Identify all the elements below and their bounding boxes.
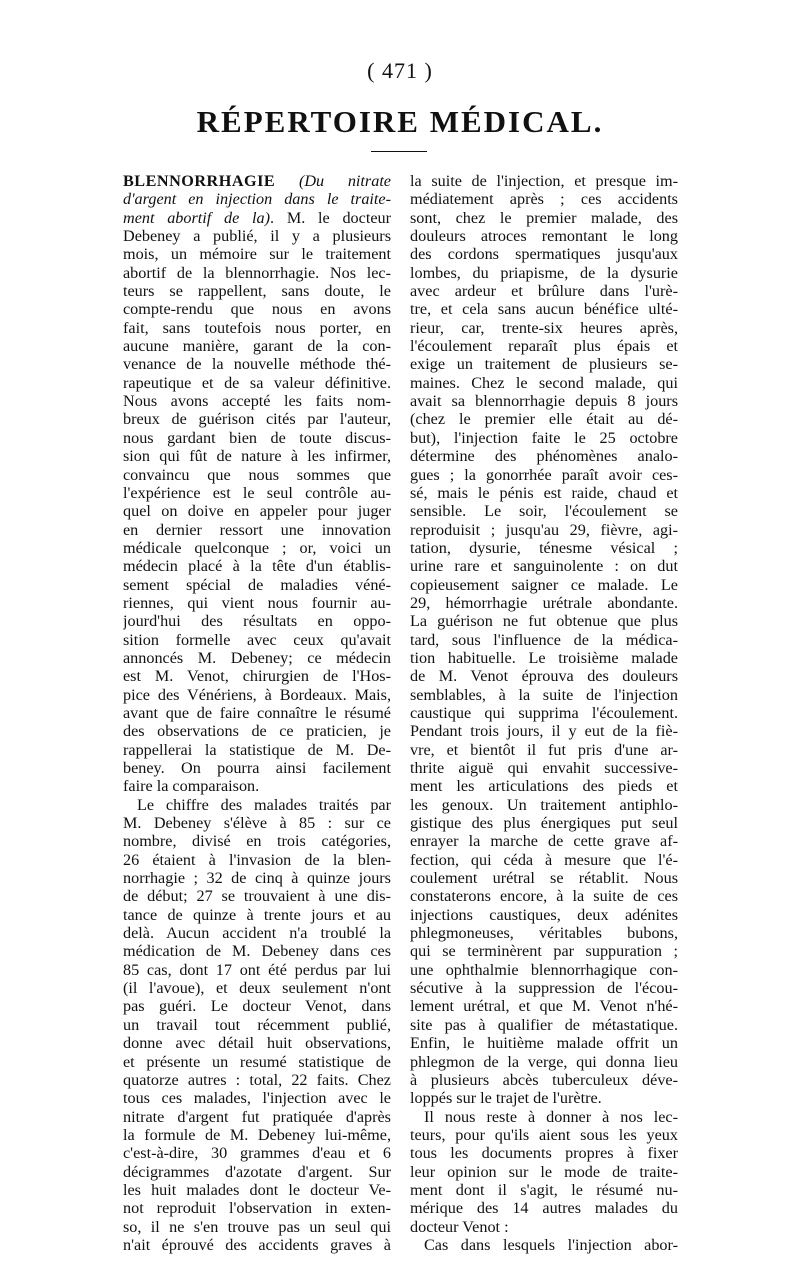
text-line: des cordons spermatiques jusqu'aux [410,245,678,264]
text-line: avant que de faire connaître le résumé [123,703,391,722]
text-line: M. Debeney s'élève à 85 : sur ce [123,814,391,833]
text-line: site pas à qualifier de métastatique. [410,1015,678,1034]
text-line: gistique des plus énergiques put seul [410,814,678,833]
text-line: aucune manière, garant de la con- [123,337,391,356]
text-line: de début; 27 se trouvaient à une dis- [123,887,391,906]
text-line: reproduisit ; jusqu'au 29, fièvre, agi- [410,520,678,539]
text-line: sement spécial de maladies véné- [123,575,391,594]
text-line: les genoux. Un traitement antiphlo- [410,795,678,814]
text-line: fection, qui céda à mesure que l'é- [410,850,678,869]
text-line: 85 cas, dont 17 ont été perdus par lui [123,960,391,979]
text-line: fait, sans toutefois nous porter, en [123,318,391,337]
text-line: médiatement après ; ces accidents [410,190,678,209]
text-line: Nous avons accepté les faits nom- [123,392,391,411]
text-line: sont, chez le premier malade, des [410,208,678,227]
text-line: maines. Chez le second malade, qui [410,373,678,392]
article-title-word: BLENNORRHAGIE [123,172,276,190]
text-line: loppés sur le trajet de l'urètre. [410,1089,602,1108]
text-line: c'est-à-dire, 30 grammes d'eau et 6 [123,1144,391,1163]
text-line: la suite de l'injection, et presque im- [410,172,678,190]
text-line: constaterons encore, à la suite de ces [410,887,678,906]
text-line: leur opinion sur le mode de traite- [410,1162,678,1181]
text-line: rapeutique et de sa valeur définitive. [123,373,391,392]
text-line: teurs se rappellent, sans doute, le [123,282,391,301]
text-line: tard, sous l'influence de la médica- [410,630,678,649]
text-line: (il l'avoue), et deux seulement n'ont [123,979,391,998]
text-line: les huit malades dont le docteur Ve- [123,1180,391,1199]
text-line: 29, hémorrhagie urétrale abondante. [410,593,678,612]
text-line: et présente un resumé statistique de [123,1052,391,1071]
text-line: n'ait éprouvé des accidents graves à [123,1235,391,1254]
text-line: teurs, pour qu'ils aient sous les yeux [410,1125,678,1144]
text-line: à plusieurs abcès tuberculeux déve- [410,1070,678,1089]
text-line: pice des Vénériens, à Bordeaux. Mais, [123,685,391,704]
text-line: nombre, divisé en trois catégories, [123,832,391,851]
text-line: breux de guérison cités par l'auteur, [123,410,391,429]
text-line: coulement urétral se rétablit. Nous [410,869,678,888]
text-line: des observations de ce praticien, je [123,722,391,741]
text-line: urine rare et sanguinolente : on dut [410,557,678,576]
text-line: l'écoulement reparaît plus épais et [410,337,678,356]
text-line: avait sa blennorrhagie depuis 8 jours [410,392,678,411]
text-line: tre, et cela sans aucun bénéfice ulté- [410,300,678,319]
text-line: lement urétral, et que M. Venot n'hé- [410,997,678,1016]
text-line: sition formelle avec ceux qu'avait [123,630,391,649]
text-line: semblables, à la suite de l'injection [410,685,678,704]
text-line: La guérison ne fut obtenue que plus [410,612,678,631]
text-line: tous ces malades, l'injection avec le [123,1089,391,1108]
text-line: l'expérience est le seul contrôle au- [123,483,391,502]
text-line: annoncés M. Debeney; ce médecin [123,648,391,667]
text-line: qui se terminèrent par suppuration ; [410,942,678,961]
text-line: but), l'injection faite le 25 octobre [410,428,678,447]
text-line: Cas dans lesquels l'injection abor- [424,1235,678,1254]
text-line: compte-rendu que nous en avons [123,300,391,319]
text-line: mérique des 14 autres malades du [410,1199,678,1218]
text-line: vre, et bientôt il fut pris d'une ar- [410,740,678,759]
text-line: Il nous reste à donner à nos lec- [424,1107,678,1126]
text-line: tous les documents propres à fixer [410,1144,678,1163]
text-line: Debeney a publié, il y a plusieurs [123,227,391,246]
text-line: donne avec détail huit observations, [123,1034,391,1053]
left-column [123,172,391,1254]
right-column [410,172,678,1254]
text-line: sion qui fût de nature à les infirmer, [123,447,391,466]
title-rule [371,151,427,152]
text-line: norrhagie ; 32 de cinq à quinze jours [123,869,391,888]
text-line: Le chiffre des malades traités par [137,795,391,814]
text-line: de M. Venot éprouva des douleurs [410,667,678,686]
text-line: un travail tout récemment publié, [123,1015,391,1034]
text-line: venance de la nouvelle méthode thé- [123,355,391,374]
section-title: RÉPERTOIRE MÉDICAL. [196,104,604,139]
text-line: sensible. Le soir, l'écoulement se [410,502,678,521]
text-line: riennes, qui vient nous fournir au- [123,593,391,612]
text-line: sé, mais le pénis est raide, chaud et [410,483,678,502]
text-line: douleurs atroces remontant le long [410,227,678,246]
text-line: convaincu que nous sommes que [123,465,391,484]
text-line: médication de M. Debeney dans ces [123,942,391,961]
text-line: ment dont il s'agit, le résumé nu- [410,1180,678,1199]
text-line: phlegmoneuses, véritables bubons, [410,924,678,943]
text-line: phlegmon de la verge, qui donna lieu [410,1052,678,1071]
text-line: lombes, du priapisme, de la dysurie [410,263,678,282]
text-line: mois, un mémoire sur le traitement [123,245,391,264]
text-line: tance de quinze à trente jours et au [123,905,391,924]
text-line: ment les articulations des pieds et [410,777,678,796]
text-line: gues ; la gonorrhée paraît avoir ces- [410,465,678,484]
text-line: exige un traitement de plusieurs se- [410,355,678,374]
text-line: pas guéri. Le docteur Venot, dans [123,997,391,1016]
text-line: caustique qui supprima l'écoulement. [410,703,678,722]
text-line: nitrate d'argent fut pratiquée d'après [123,1107,391,1126]
text-line: quatorze autres : total, 22 faits. Chez [123,1070,391,1089]
text-line: so, il ne s'en trouve pas un seul qui [123,1217,391,1236]
text-line: faire la comparaison. [123,777,260,796]
text-line: sécutive à la suppression de l'écou- [410,979,678,998]
text-line: injections caustiques, deux adénites [410,905,678,924]
text-line: delà. Aucun accident n'a troublé la [123,924,391,943]
text-line: rappellerai la statistique de M. De- [123,740,391,759]
text-line: not reproduit l'observation in exten- [123,1199,391,1218]
text-line: (chez le premier elle était au dé- [410,410,678,429]
page-number: ( 471 ) [367,58,433,83]
text-line: ment abortif de la). M. le docteur [123,208,391,227]
text-line: est M. Venot, chirurgien de l'Hos- [123,667,391,686]
text-line: d'argent en injection dans le traite- [123,190,391,209]
text-line: avec ardeur et brûlure dans l'urè- [410,282,678,301]
text-line: docteur Venot : [410,1217,509,1236]
text-line: une ophthalmie blennorrhagique con- [410,960,678,979]
text-line: quel on doive en appeler pour juger [123,502,391,521]
text-line: copieusement saigner ce malade. Le [410,575,678,594]
text-line: enrayer la marche de cette grave af- [410,832,678,851]
text-line: la formule de M. Debeney lui-même, [123,1125,391,1144]
text-line: rieur, car, trente-six heures après, [410,318,678,337]
text-line: détermine des phénomènes analo- [410,447,678,466]
text-line: jourd'hui des résultats en oppo- [123,612,391,631]
text-line: en dernier ressort une innovation [123,520,391,539]
text-line: nous gardant bien de toute discus- [123,428,391,447]
text-line: médicale quelconque ; or, voici un [123,538,391,557]
text-line: beney. On pourra ainsi facilement [123,759,391,777]
text-line: thrite aiguë qui envahit successive- [410,759,678,777]
text-line: BLENNORRHAGIE (Du nitrate [123,172,391,190]
text-line: abortif de la blennorrhagie. Nos lec- [123,263,391,282]
text-line: 26 étaient à l'invasion de la blen- [123,850,391,869]
text-line: médecin placé à la tête d'un établis- [123,557,391,576]
text-line: Enfin, le huitième malade offrit un [410,1034,678,1053]
text-line: Pendant trois jours, il y eut de la fiè- [410,722,678,741]
text-line: décigrammes d'azotate d'argent. Sur [123,1162,391,1181]
text-line: tation, dysurie, ténesme vésical ; [410,538,678,557]
text-line: tion habituelle. Le troisième malade [410,648,678,667]
